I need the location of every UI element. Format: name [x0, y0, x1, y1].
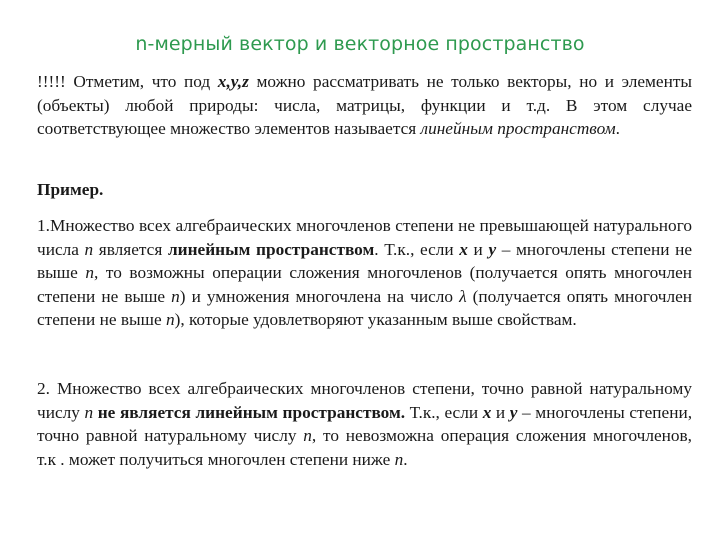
ex2-text-6: – многочлены степени, точно равной натуральному числу [37, 402, 693, 446]
ex1-var-n2: n [85, 263, 94, 283]
ex1-text-6: , то возможны операции сложения многочленов (получается опять многочлен степени не выше [37, 263, 692, 306]
intro-text-2: можно рассматривать не только векторы, но и элементы (объекты) любой природы: числа, матрицы, функции и т.д. В этом случае соответствующее множество элементов называется [37, 72, 693, 139]
ex1-var-n3: n [171, 286, 180, 306]
ex1-var-n4: n [165, 310, 175, 330]
ex1-text-9: ), которые удовлетворяют указанным выше свойствам. [174, 310, 577, 330]
ex2-not-term: не является [97, 402, 191, 422]
example-heading: Пример. [37, 180, 104, 199]
ex2-var-n2: n [303, 426, 312, 446]
ex2-var-y: y [509, 402, 518, 422]
intro-paragraph [37, 70, 692, 141]
ex2-var-n3: n [394, 449, 404, 469]
ex2-term: линейным пространством. [195, 402, 406, 422]
ex1-var-lambda: λ [459, 286, 467, 306]
page-title: n-мерный вектор и векторное пространство [135, 33, 585, 55]
ex1-text-8: (получается опять многочлен степени не выше [37, 286, 692, 330]
ex1-text-3: . Т.к., если [374, 239, 460, 259]
ex1-var-x: x [459, 239, 468, 259]
ex1-text-2: является [93, 239, 168, 259]
ex2-var-x: x [482, 402, 492, 422]
ex1-var-n1: n [84, 239, 94, 259]
ex2-text-8: . [403, 449, 408, 469]
ex1-term: линейным пространством [167, 239, 375, 259]
intro-xyz: x,y,z [217, 72, 249, 91]
intro-text-1: !!!!! Отметим, что под [37, 72, 218, 91]
ex1-text-4: и [467, 239, 489, 259]
ex2-var-n1: n [84, 402, 94, 422]
example-2-paragraph [37, 377, 692, 471]
ex1-text-1: 1.Множество всех алгебраических многочленов степени не превышающей натурального числа [37, 216, 692, 259]
ex2-text-7: , то невозможна операция сложения многочленов, т.к . может получиться многочлен степени ниже [37, 426, 693, 469]
intro-term: линейным пространством [420, 119, 616, 139]
example-1-paragraph [37, 214, 692, 332]
intro-text-3: . [615, 119, 620, 139]
ex2-text-4: Т.к., если [405, 402, 483, 422]
ex1-var-y: y [488, 239, 497, 259]
ex2-text-1: 2. Множество всех алгебраических многочленов степени, точно равной натуральному числу [37, 379, 692, 422]
ex1-text-7: ) и умножения многочлена на число [179, 286, 460, 306]
ex1-text-5: – многочлены степени не выше [37, 239, 692, 283]
ex2-text-5: и [491, 402, 510, 422]
